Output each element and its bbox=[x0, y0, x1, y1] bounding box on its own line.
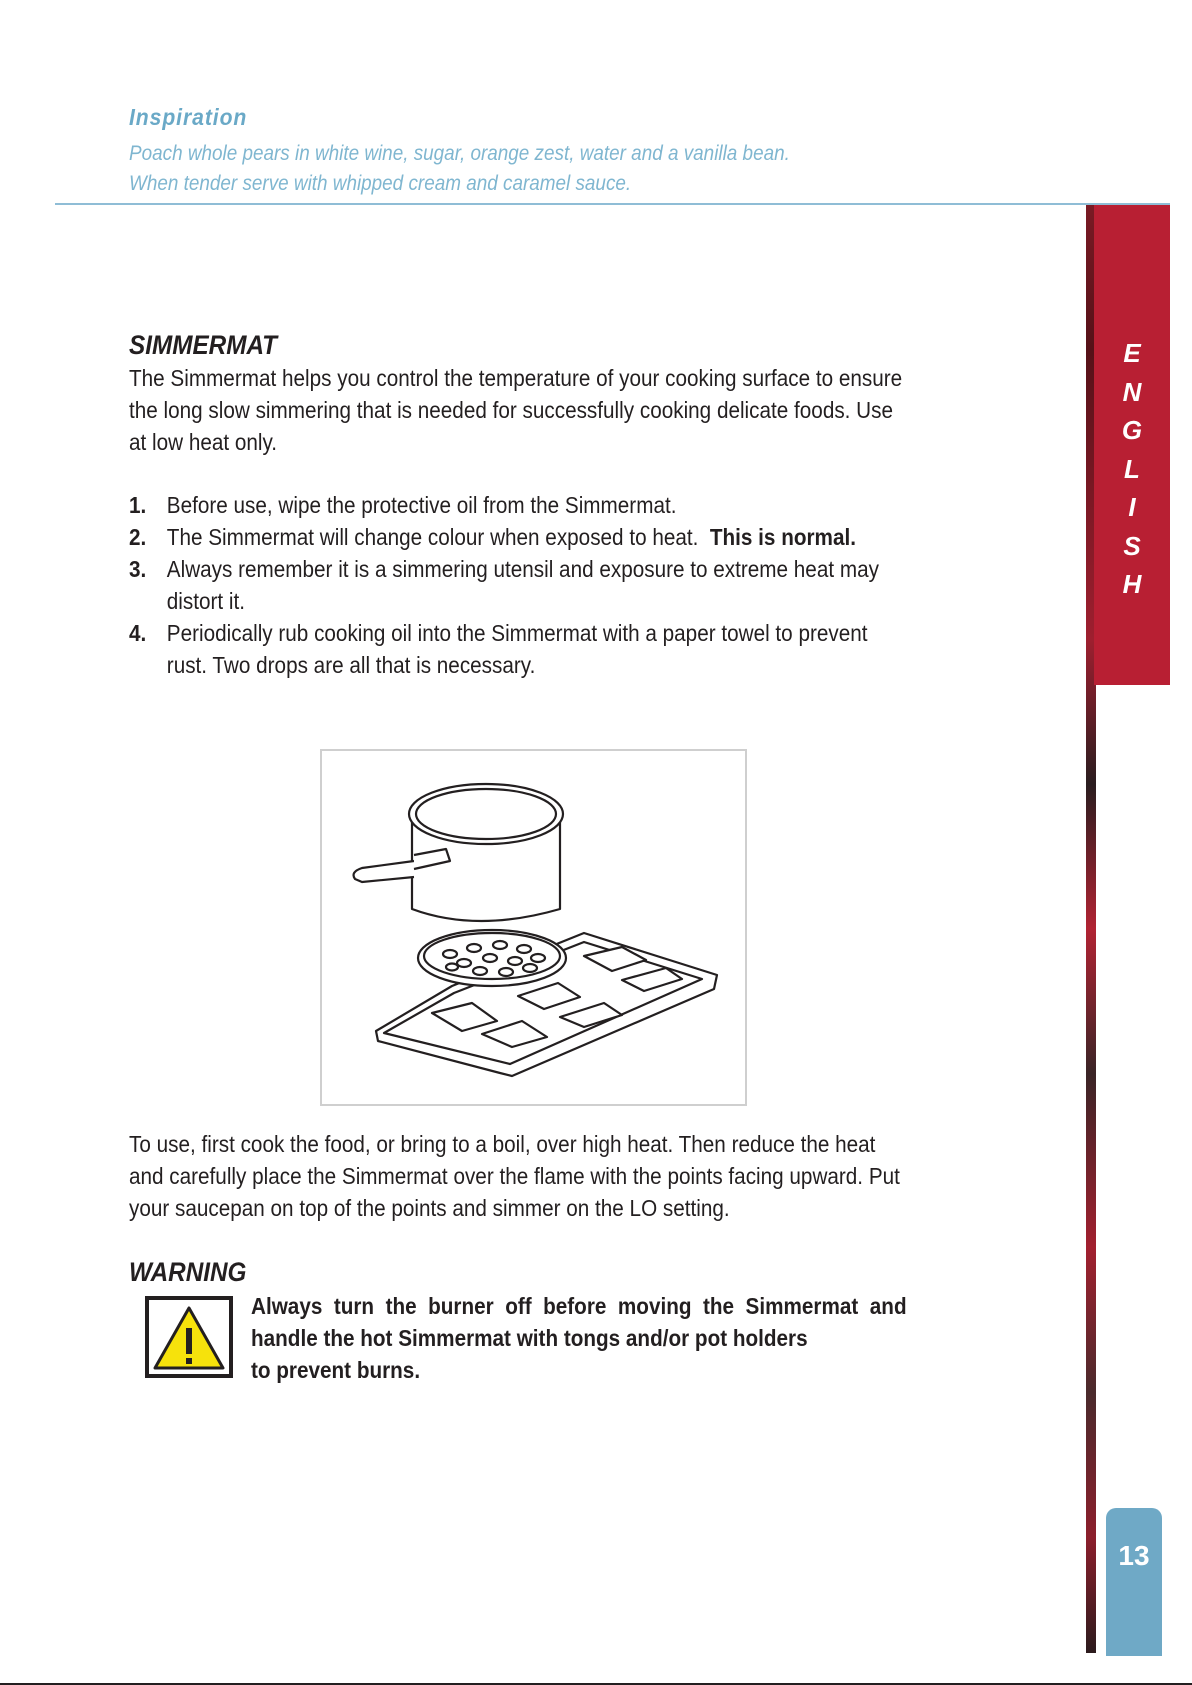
language-letter: L bbox=[1124, 453, 1140, 484]
language-letter: I bbox=[1128, 492, 1136, 522]
steps-list bbox=[129, 489, 1029, 681]
usage-paragraph bbox=[129, 1128, 1033, 1224]
step-number: 4. bbox=[129, 620, 147, 646]
step-text: Before use, wipe the protective oil from the Simmermat. bbox=[166, 492, 677, 518]
simmermat-section bbox=[129, 328, 943, 458]
inspiration-title: Inspiration bbox=[129, 104, 248, 130]
warning-line: handle the hot Simmermat with tongs and/or pot holders bbox=[251, 1325, 808, 1351]
language-letter: E bbox=[1123, 338, 1141, 368]
simmermat-illustration bbox=[320, 749, 747, 1106]
intro-line: at low heat only. bbox=[129, 429, 278, 455]
warning-title: WARNING bbox=[129, 1257, 247, 1287]
step-number: 2. bbox=[129, 524, 147, 550]
language-tab-label bbox=[1108, 334, 1156, 604]
warning-line: Always turn the burner off before moving the Simmermat and bbox=[251, 1293, 907, 1319]
step-number: 3. bbox=[129, 556, 147, 582]
warning-triangle-icon bbox=[145, 1296, 233, 1378]
pot-and-simmermat-icon bbox=[322, 751, 745, 1104]
section-title: SIMMERMAT bbox=[129, 330, 278, 360]
usage-line: To use, first cook the food, or bring to a boil, over high heat. Then reduce the heat bbox=[129, 1131, 876, 1157]
warning-heading bbox=[129, 1255, 260, 1289]
inspiration-line: When tender serve with whipped cream and caramel sauce. bbox=[129, 172, 632, 195]
inspiration-line: Poach whole pears in white wine, sugar, orange zest, water and a vanilla bean. bbox=[129, 142, 790, 165]
step-number: 1. bbox=[129, 492, 147, 518]
language-letter: G bbox=[1121, 415, 1143, 445]
list-item bbox=[129, 521, 971, 553]
usage-line: your saucepan on top of the points and simmer on the LO setting. bbox=[129, 1195, 730, 1221]
list-item bbox=[129, 489, 971, 521]
intro-line: The Simmermat helps you control the temperature of your cooking surface to ensure bbox=[129, 365, 903, 391]
header-divider bbox=[55, 203, 1170, 205]
intro-line: the long slow simmering that is needed for successfully cooking delicate foods. Use bbox=[129, 397, 894, 423]
language-letter: S bbox=[1123, 530, 1141, 561]
language-letter: N bbox=[1122, 376, 1142, 407]
language-letter: H bbox=[1122, 569, 1142, 599]
usage-line: and carefully place the Simmermat over the flame with the points facing upward. Put bbox=[129, 1163, 900, 1189]
warning-line: to prevent burns. bbox=[251, 1357, 421, 1383]
page-number: 13 bbox=[1118, 1540, 1150, 1571]
warning-text bbox=[251, 1290, 1033, 1386]
list-item bbox=[129, 553, 971, 617]
step-text: The Simmermat will change colour when exposed to heat. This is normal. bbox=[166, 524, 856, 550]
inspiration-box bbox=[129, 104, 1029, 199]
page-number-tab bbox=[1106, 1508, 1162, 1656]
step-text: Periodically rub cooking oil into the Simmermat with a paper towel to prevent rust. Two drops are all that is necessary. bbox=[166, 620, 868, 678]
step-text: Always remember it is a simmering utensil and exposure to extreme heat may distort it. bbox=[166, 556, 879, 614]
list-item bbox=[129, 617, 971, 681]
